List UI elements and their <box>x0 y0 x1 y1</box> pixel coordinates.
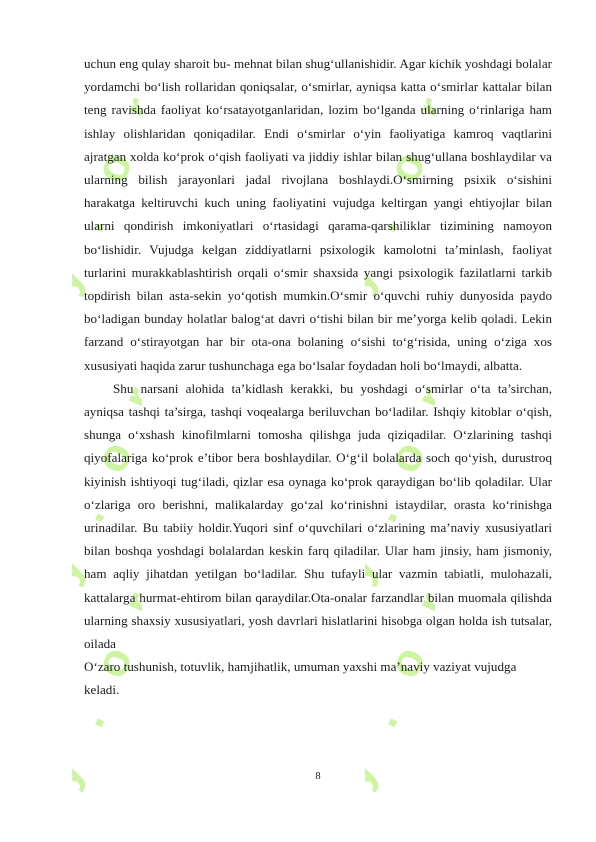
svg-text:y . o r: y . o r <box>72 77 142 300</box>
svg-text:y . o r: y . o r <box>72 367 142 590</box>
svg-text:y . o r: y . o r <box>72 572 142 795</box>
svg-text:y . o r: y . o r <box>365 77 435 300</box>
body-paragraph: O‘zaro tushunish, totuvlik, hamjihatlik, umuman yaxshi ma’naviy vaziyat vujudga keladi. <box>84 659 517 698</box>
svg-text:y . o r: y . o r <box>365 572 435 795</box>
document-body <box>84 52 552 702</box>
body-paragraph: Shu narsani alohida ta’kidlash kerakki, bu yoshdagi o‘smirlar o‘ta ta’sirchan, ayniqsa tashqi ta’sirga, tashqi voqealarga beriluvchan bo‘ladilar. Ishqiy kitoblar o‘qish, shunga o‘xshash kinofilmlarni tomosha qilishga juda qiziqadilar. O‘zlarining tashqi qiyofalariga ko‘prok e’tibor bera boshlaydilar. O‘g‘il bolalarda soch qo‘yish, durustroq kiyinish ishtiyoqi tug‘iladi, qizlar esa oynaga ko‘prok qaraydigan bo‘lib qoladilar. Ular o‘zlariga oro berishni, malikalarday go‘zal ko‘rinishni istaydilar, orasta ko‘rinishga urinadilar. Bu tabiiy holdir.Yuqori sinf o‘quvchilari o‘zlarining ma’naviy xususiyatlari bilan boshqa yoshdagi bolalardan keskin farq qiladilar. Ular ham jinsiy, ham jismoniy, ham aqliy jihatdan yetilgan bo‘ladilar. Shu tufayli ular vazmin tabiatli, mulohazali, kattalarga hurmat-ehtirom bilan qaraydilar.Ota-onalar farzandlar bilan muomala qilishda ularning shaxsiy xususiyatlari, yosh davrlari hislatlarini hisobga olgan holda ish tutsalar, oilada <box>84 380 552 652</box>
body-paragraph: uchun eng qulay sharoit bu- mehnat bilan shug‘ullanishidir. Agar kichik yoshdagi bolalar yordamchi bo‘lish rollaridan qoniqsalar, o‘smirlar, ayniqsa katta o‘smirlar kattalar bilan teng ravishda faoliyat ko‘rsatayotganlaridan, lozim bo‘lganda ularning o‘rinlariga ham ishlay olishlaridan qoniqadilar. Endi o‘smirlar o‘yin faoliyatiga kamroq vaqtlarini ajratgan xolda ko‘prok o‘qish faoliyati va jiddiy ishlar bilan shug‘ullana boshlaydilar va ularning bilish jarayonlari jadal rivojlana boshlaydi.O‘smirning psixik o‘sishini harakatga keltiruvchi kuch uning faoliyatini vujudga keltirgan yangi ehtiyojlar bilan ularni qondirish imkoniyatlari o‘rtasidagi qarama-qarshiliklar tizimining namoyon bo‘lishidir. Vujudga kelgan ziddiyatlarni psixologik kamolotni ta’minlash, faoliyat turlarini murakkablashtirish orqali o‘smir shaxsida yangi psixologik fazilatlarni tarkib topdirish bilan asta-sekin yo‘qotish mumkin.O‘smir o‘quvchi ruhiy dunyosida paydo bo‘ladigan bunday holatlar balog‘at davri o‘tishi bilan bir me’yorga kelib qoladi. Lekin farzand o‘stirayotgan har bir ota-ona bolaning o‘sishi to‘g‘risida, uning o‘ziga xos xususiyati haqida zarur tushunchaga ega bo‘lsalar foydadan holi bo‘lmaydi, albatta. <box>84 56 552 373</box>
svg-text:y . o r: y . o r <box>365 367 435 590</box>
page-number: 8 <box>315 771 321 782</box>
